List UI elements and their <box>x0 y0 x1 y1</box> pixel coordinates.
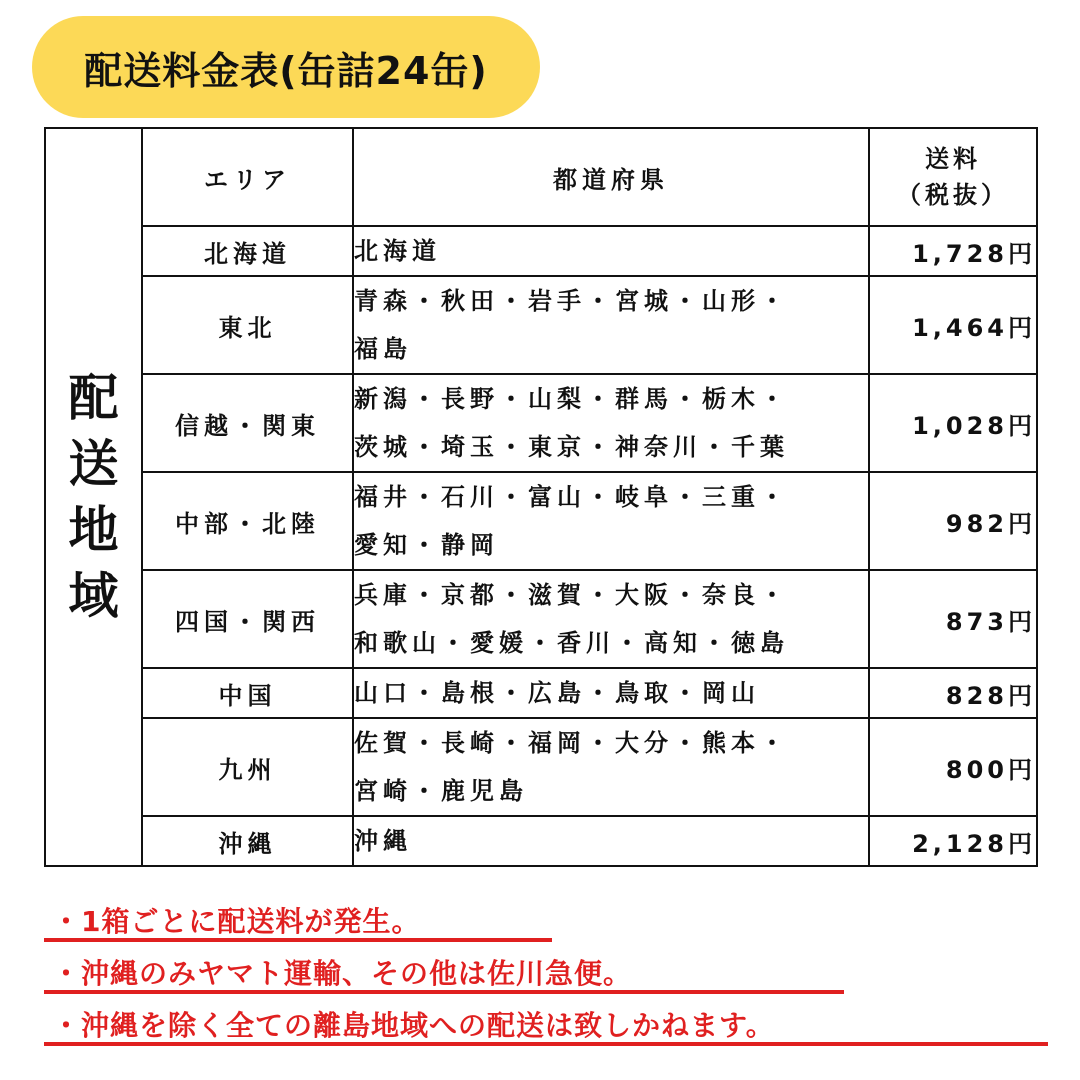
prefecture-cell: 佐賀・長崎・福岡・大分・熊本・ 宮崎・鹿児島 <box>353 718 869 816</box>
prefecture-cell: 福井・石川・富山・岐阜・三重・ 愛知・静岡 <box>353 472 869 570</box>
header-fee: 送料 （税抜） <box>869 128 1037 226</box>
fee-cell: 873円 <box>869 570 1037 668</box>
note-underline <box>44 938 552 942</box>
table-row <box>45 816 1037 866</box>
area-cell: 北海道 <box>142 226 353 276</box>
area-cell: 信越・関東 <box>142 374 353 472</box>
page-title: 配送料金表(缶詰24缶) <box>84 48 488 93</box>
delivery-region-label: 配 送 地 域 <box>45 128 142 866</box>
table-row <box>45 276 1037 374</box>
header-area: エリア <box>142 128 353 226</box>
table-row <box>45 226 1037 276</box>
prefecture-cell: 沖縄 <box>353 816 869 866</box>
note-item: ・沖縄のみヤマト運輸、その他は佐川急便。 <box>44 950 1054 1002</box>
shipping-rate-table <box>44 127 1038 867</box>
note-underline <box>44 990 844 994</box>
area-cell: 沖縄 <box>142 816 353 866</box>
table-row <box>45 570 1037 668</box>
fee-cell: 2,128円 <box>869 816 1037 866</box>
table-row <box>45 668 1037 718</box>
fee-cell: 1,464円 <box>869 276 1037 374</box>
fee-cell: 800円 <box>869 718 1037 816</box>
area-cell: 九州 <box>142 718 353 816</box>
note-underline <box>44 1042 1048 1046</box>
fee-cell: 828円 <box>869 668 1037 718</box>
area-cell: 中部・北陸 <box>142 472 353 570</box>
prefecture-cell: 兵庫・京都・滋賀・大阪・奈良・ 和歌山・愛媛・香川・高知・徳島 <box>353 570 869 668</box>
title-badge <box>32 16 540 118</box>
prefecture-cell: 新潟・長野・山梨・群馬・栃木・ 茨城・埼玉・東京・神奈川・千葉 <box>353 374 869 472</box>
area-cell: 中国 <box>142 668 353 718</box>
prefecture-cell: 青森・秋田・岩手・宮城・山形・ 福島 <box>353 276 869 374</box>
area-cell: 東北 <box>142 276 353 374</box>
prefecture-cell: 山口・島根・広島・鳥取・岡山 <box>353 668 869 718</box>
notes-list <box>44 898 1054 1054</box>
table-header-row <box>45 128 1037 226</box>
note-item: ・1箱ごとに配送料が発生。 <box>44 898 1054 950</box>
header-prefectures: 都道府県 <box>353 128 869 226</box>
fee-cell: 982円 <box>869 472 1037 570</box>
table-row <box>45 472 1037 570</box>
table-row <box>45 374 1037 472</box>
table-row <box>45 718 1037 816</box>
prefecture-cell: 北海道 <box>353 226 869 276</box>
fee-cell: 1,728円 <box>869 226 1037 276</box>
fee-cell: 1,028円 <box>869 374 1037 472</box>
note-item: ・沖縄を除く全ての離島地域への配送は致しかねます。 <box>44 1002 1054 1054</box>
area-cell: 四国・関西 <box>142 570 353 668</box>
